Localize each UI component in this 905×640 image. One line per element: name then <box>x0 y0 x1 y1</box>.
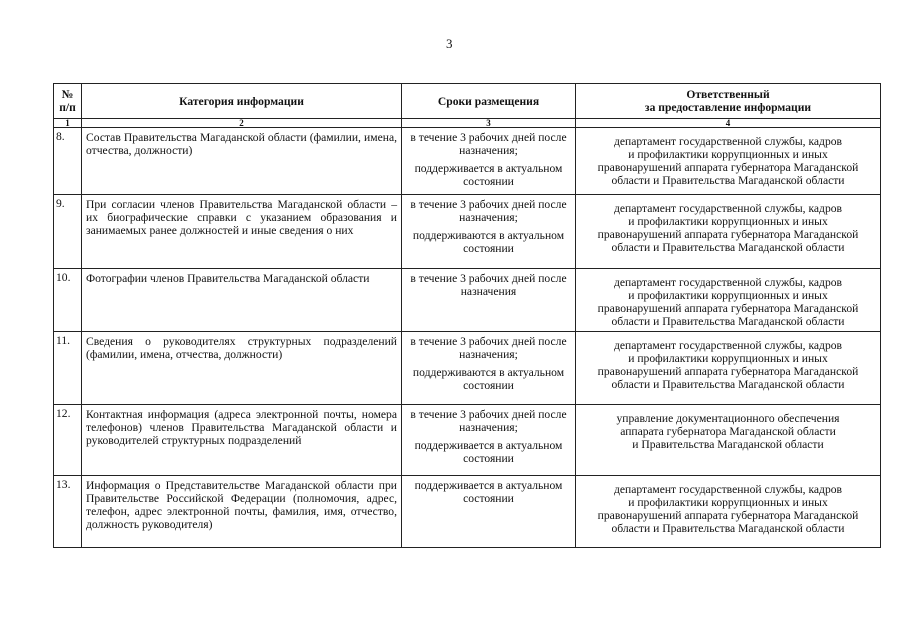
page-number: 3 <box>446 36 453 51</box>
term-text: в течение 3 рабочих дней после назначения <box>410 272 567 298</box>
row-terms <box>402 195 576 269</box>
row-category: При согласии членов Правительства Магаданской области – их биографические справки с указанием образования и занимаемых ранее должностей и иные сведения о них <box>82 195 402 269</box>
row-responsible: департамент государственной службы, кадров и профилактики коррупционных и иных правонарушений аппарата губернатора Магаданской области и Правительства Магаданской области <box>576 128 881 195</box>
header-row <box>54 84 881 119</box>
table-row <box>54 476 881 548</box>
row-terms <box>402 128 576 195</box>
row-responsible: управление документационного обеспечения аппарата губернатора Магаданской области и Правительства Магаданской области <box>576 405 881 476</box>
term-text: поддерживается в актуальном состоянии <box>414 439 563 465</box>
column-number: 1 <box>54 119 82 128</box>
row-number: 11. <box>54 332 82 405</box>
term-text: в течение 3 рабочих дней после назначения; <box>410 408 567 434</box>
table-row <box>54 405 881 476</box>
header-terms: Сроки размещения <box>402 84 576 119</box>
header-responsible: Ответственный за предоставление информации <box>576 84 881 119</box>
column-number-row <box>54 119 881 128</box>
term-text: поддерживаются в актуальном состоянии <box>412 229 565 255</box>
column-number: 3 <box>402 119 576 128</box>
header-category: Категория информации <box>82 84 402 119</box>
term-text: поддерживается в актуальном состоянии <box>414 162 563 188</box>
row-category: Информация о Представительстве Магаданской области при Правительстве Российской Федерации (полномочия, адрес, телефон, адрес электронной почты, фамилия, имя, отчество, должность руководителя) <box>82 476 402 548</box>
row-terms <box>402 332 576 405</box>
row-number: 8. <box>54 128 82 195</box>
row-number: 12. <box>54 405 82 476</box>
row-terms <box>402 269 576 332</box>
term-text: в течение 3 рабочих дней после назначения; <box>410 198 567 224</box>
row-category: Фотографии членов Правительства Магаданской области <box>82 269 402 332</box>
column-number: 4 <box>576 119 881 128</box>
header-num: № п/п <box>54 84 82 119</box>
row-responsible: департамент государственной службы, кадров и профилактики коррупционных и иных правонарушений аппарата губернатора Магаданской области и Правительства Магаданской области <box>576 195 881 269</box>
table-row <box>54 128 881 195</box>
row-number: 13. <box>54 476 82 548</box>
row-number: 9. <box>54 195 82 269</box>
row-responsible: департамент государственной службы, кадров и профилактики коррупционных и иных правонарушений аппарата губернатора Магаданской области и Правительства Магаданской области <box>576 269 881 332</box>
table-row <box>54 332 881 405</box>
term-text: в течение 3 рабочих дней после назначения; <box>410 335 567 361</box>
row-responsible: департамент государственной службы, кадров и профилактики коррупционных и иных правонарушений аппарата губернатора Магаданской области и Правительства Магаданской области <box>576 476 881 548</box>
table-row <box>54 195 881 269</box>
row-terms <box>402 405 576 476</box>
term-text: поддерживается в актуальном состоянии <box>414 479 563 505</box>
row-category: Сведения о руководителях структурных подразделений (фамилии, имена, отчества, должности) <box>82 332 402 405</box>
row-terms <box>402 476 576 548</box>
column-number: 2 <box>82 119 402 128</box>
row-number: 10. <box>54 269 82 332</box>
term-text: поддерживаются в актуальном состоянии <box>412 366 565 392</box>
row-responsible: департамент государственной службы, кадров и профилактики коррупционных и иных правонарушений аппарата губернатора Магаданской области и Правительства Магаданской области <box>576 332 881 405</box>
information-table <box>53 83 881 548</box>
table-row <box>54 269 881 332</box>
row-category: Состав Правительства Магаданской области (фамилии, имена, отчества, должности) <box>82 128 402 195</box>
term-text: в течение 3 рабочих дней после назначения; <box>410 131 567 157</box>
row-category: Контактная информация (адреса электронной почты, номера телефонов) членов Правительства Магаданской области и руководителей структурных подразделений <box>82 405 402 476</box>
